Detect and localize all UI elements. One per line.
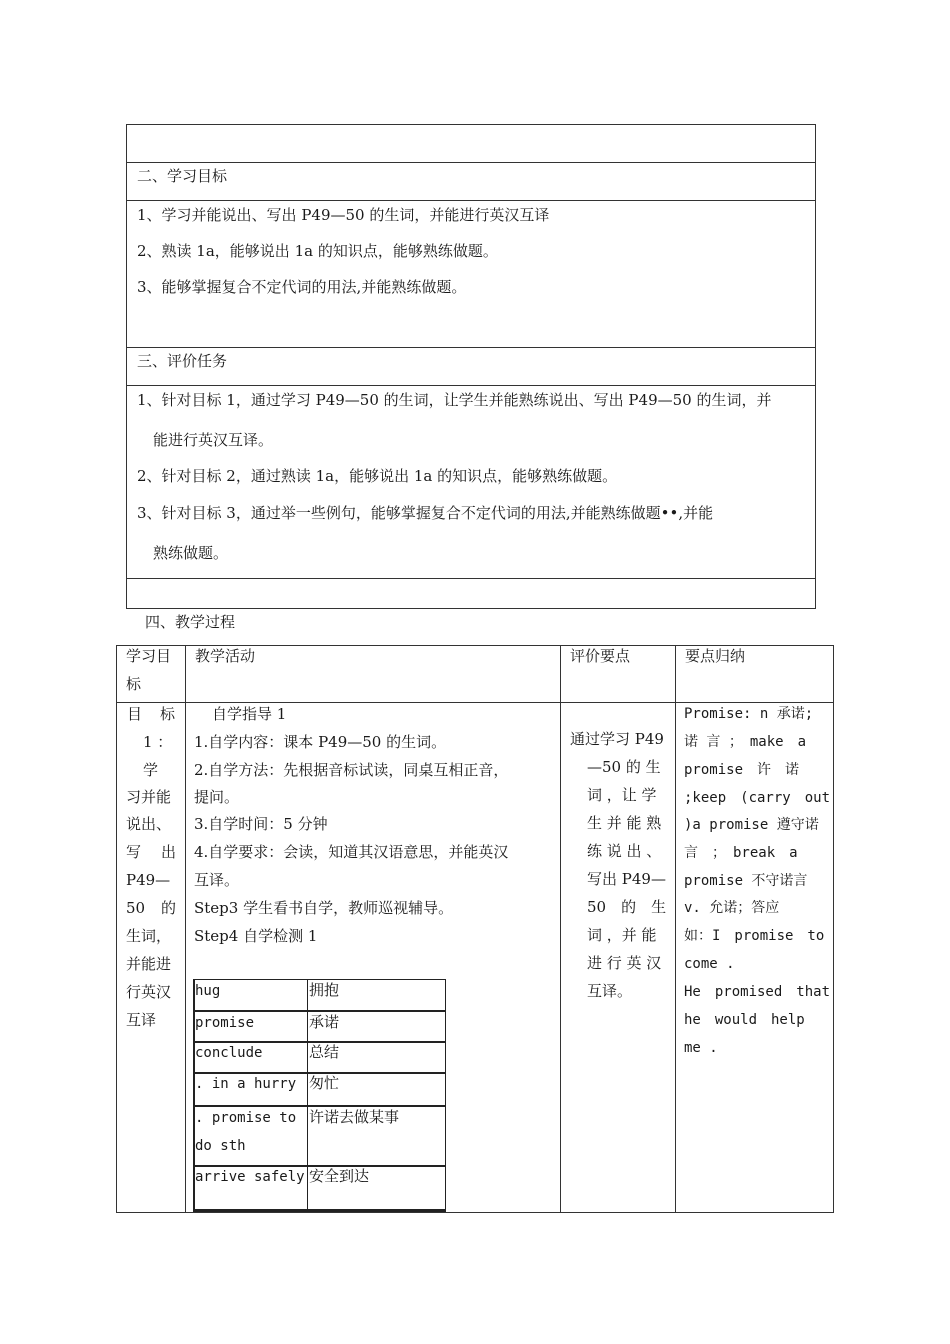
vocab-en: . in a hurry	[195, 1076, 297, 1092]
activity-line: 2.自学方法：先根据音标试读，同桌互相正音，	[194, 761, 509, 779]
section4-heading: 四、教学过程	[145, 613, 236, 631]
section3-heading: 三、评价任务	[137, 352, 228, 370]
eval-line: 生 并 能 熟	[587, 814, 662, 832]
eval-line: 互译。	[587, 982, 633, 1000]
vocab-zh: 拥抱	[309, 981, 340, 999]
vocab-en: hug	[195, 983, 221, 999]
objective-line: 生词，	[126, 927, 172, 945]
eval-line: 练 说 出 、	[587, 842, 662, 860]
vocab-zh: 安全到达	[309, 1167, 370, 1185]
summary-line: 如：I promise to	[684, 928, 825, 944]
row-divider	[126, 162, 816, 163]
objective-item: 1、学习并能说出、写出 P49—50 的生词，并能进行英汉互译	[137, 206, 550, 224]
vocab-en: . promise to	[195, 1110, 297, 1126]
col-divider	[560, 645, 561, 1213]
eval-line: 写出 P49—	[587, 870, 666, 888]
eval-line: 通过学习 P49	[570, 730, 664, 748]
task-item-1: 1、针对目标 1，通过学习 P49—50 的生词，让学生并能熟练说出、写出 P49—50 的生词，并	[137, 391, 772, 409]
task-item-2: 2、针对目标 2，通过熟读 1a，能够说出 1a 的知识点，能够熟练做题。	[137, 467, 618, 485]
row-divider	[126, 200, 816, 201]
objective-item: 3、能够掌握复合不定代词的用法,并能熟练做题。	[137, 278, 467, 296]
header-objective-cont: 标	[126, 675, 142, 693]
objective-line: 写 出	[126, 843, 176, 861]
objective-item: 2、熟读 1a，能够说出 1a 的知识点，能够熟练做题。	[137, 242, 498, 260]
task-item-3-cont: 熟练做题。	[153, 544, 229, 562]
row-divider	[126, 578, 816, 579]
header-objective: 学习目	[126, 647, 172, 665]
objective-line: 习并能	[126, 788, 172, 806]
summary-line: ;keep (carry out	[684, 790, 831, 806]
col-divider	[675, 645, 676, 1213]
objective-line: 学	[143, 761, 159, 779]
vocab-en: conclude	[195, 1045, 263, 1061]
objective-line: 1 ：	[143, 733, 173, 751]
summary-line: )a promise 遵守诺	[684, 817, 819, 833]
row-divider	[126, 347, 816, 348]
activity-line: 4.自学要求：会读，知道其汉语意思，并能英汉	[194, 843, 509, 861]
objective-line: P49—	[126, 871, 171, 889]
vocab-zh: 承诺	[309, 1013, 340, 1031]
summary-line: me .	[684, 1040, 718, 1056]
header-activity: 教学活动	[195, 647, 256, 665]
vocab-zh: 匆忙	[309, 1074, 340, 1092]
col-divider	[185, 645, 186, 1213]
summary-line: v. 允诺；答应	[684, 900, 780, 916]
activity-step: Step3 学生看书自学，教师巡视辅导。	[194, 899, 454, 917]
summary-line: Promise: n 承诺;	[684, 706, 814, 722]
objective-line: 50 的	[126, 899, 176, 917]
summary-line: he would help	[684, 1012, 805, 1028]
objective-line: 行英汉	[126, 983, 172, 1001]
eval-line: —50 的 生	[587, 758, 661, 776]
activity-line: 1.自学内容：课本 P49—50 的生词。	[194, 733, 447, 751]
vocab-en-cont: do sth	[195, 1138, 246, 1154]
summary-line: promise 不守诺言	[684, 873, 808, 889]
vocab-zh: 总结	[309, 1043, 340, 1061]
header-divider	[116, 702, 834, 703]
vocab-zh: 许诺去做某事	[309, 1108, 400, 1126]
eval-line: 进 行 英 汉	[587, 954, 662, 972]
objectives-table	[126, 124, 816, 609]
summary-line: promise 许 诺	[684, 762, 800, 778]
section2-heading: 二、学习目标	[137, 167, 228, 185]
summary-line: 言 ； break a	[684, 845, 798, 861]
header-summary: 要点归纳	[685, 647, 746, 665]
objective-line: 目 标	[127, 705, 175, 723]
summary-line: He promised that	[684, 984, 831, 1000]
eval-line: 词 ，让 学	[587, 786, 657, 804]
row-divider	[126, 385, 816, 386]
summary-line: 诺 言 ； make a	[684, 734, 807, 750]
task-item-3: 3、针对目标 3，通过举一些例句，能够掌握复合不定代词的用法,并能熟练做题••,并能	[137, 504, 714, 522]
objective-line: 互译	[126, 1011, 157, 1029]
activity-line: 提问。	[194, 788, 240, 806]
task-item-1-cont: 能进行英汉互译。	[153, 431, 274, 449]
activity-title: 自学指导 1	[212, 705, 287, 723]
objective-line: 并能进	[126, 955, 172, 973]
activity-line: 3.自学时间：5 分钟	[194, 815, 328, 833]
eval-line: 50 的 生	[587, 898, 667, 916]
activity-line: 互译。	[194, 871, 240, 889]
summary-line: come .	[684, 956, 735, 972]
activity-step: Step4 自学检测 1	[194, 927, 318, 945]
vocab-en: arrive safely	[195, 1169, 305, 1185]
vocab-en: promise	[195, 1015, 255, 1031]
eval-line: 词 ，并 能	[587, 926, 657, 944]
objective-line: 说出、	[126, 815, 172, 833]
header-evaluation: 评价要点	[570, 647, 631, 665]
